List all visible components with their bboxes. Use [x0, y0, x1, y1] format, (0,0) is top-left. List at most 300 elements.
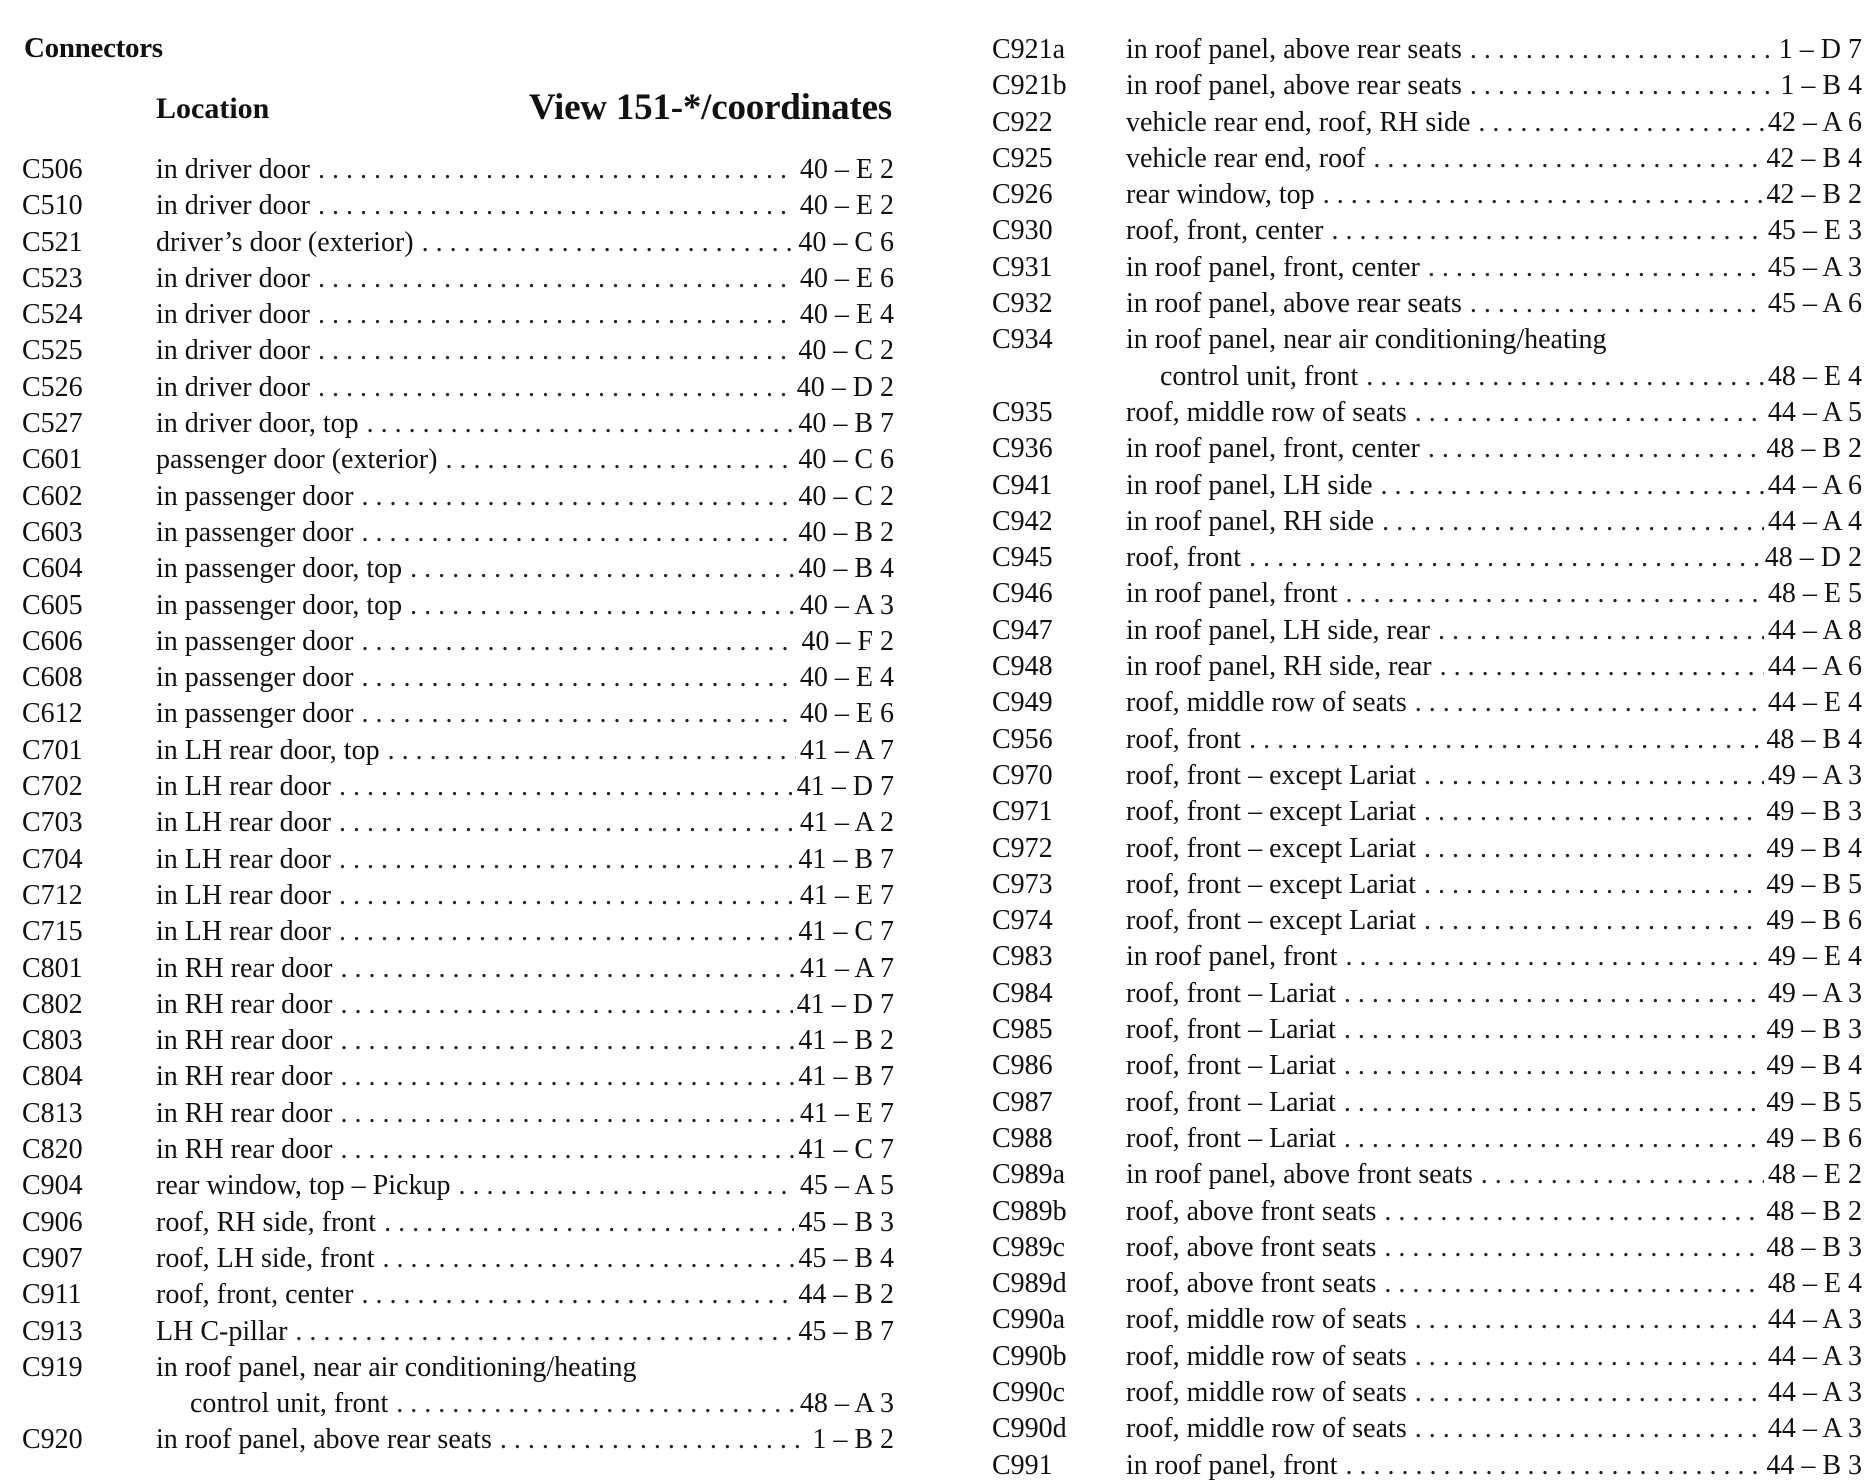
connector-coordinates: 40 – C 6	[798, 444, 894, 476]
connector-row	[22, 152, 894, 188]
connector-row	[22, 1314, 894, 1350]
connector-row	[992, 141, 1862, 177]
connector-row	[992, 1375, 1862, 1411]
connector-row	[992, 32, 1862, 68]
connector-code: C603	[22, 516, 83, 548]
connector-code: C936	[992, 433, 1053, 465]
connector-coordinates: 49 – B 5	[1766, 1086, 1862, 1118]
connector-coordinates: 49 – B 6	[1766, 1122, 1862, 1154]
connector-location: in RH rear door	[156, 1097, 333, 1129]
connector-code: C973	[992, 868, 1053, 900]
leader-dots	[1382, 504, 1764, 540]
connector-code: C926	[992, 179, 1053, 211]
connector-location: in driver door	[156, 262, 310, 294]
connector-location: roof, front – Lariat	[1126, 1050, 1336, 1082]
connector-row-line	[22, 1386, 894, 1422]
leader-dots	[1373, 141, 1762, 177]
connector-location: roof, middle row of seats	[1126, 1304, 1407, 1336]
connector-code: C930	[992, 215, 1053, 247]
connector-row-line	[992, 359, 1862, 395]
leader-dots	[318, 333, 794, 369]
connector-row	[992, 649, 1862, 685]
leader-dots	[1470, 32, 1775, 68]
leader-dots	[1344, 1012, 1762, 1048]
connector-code: C523	[22, 262, 83, 294]
connector-code: C945	[992, 542, 1053, 574]
connector-location: in roof panel, near air conditioning/heating	[1126, 324, 1607, 356]
connector-row	[22, 1168, 894, 1204]
connector-code: C605	[22, 589, 83, 621]
connector-location: in roof panel, front, center	[1126, 251, 1420, 283]
connector-code: C906	[22, 1206, 83, 1238]
connector-coordinates: 44 – A 3	[1767, 1376, 1862, 1408]
connector-row	[22, 696, 894, 732]
connector-code: C990c	[992, 1376, 1066, 1408]
connector-code: C947	[992, 614, 1053, 646]
connector-row	[992, 903, 1862, 939]
leader-dots	[295, 1314, 794, 1350]
connector-coordinates: 45 – B 3	[798, 1206, 894, 1238]
connector-coordinates: 41 – A 7	[799, 952, 894, 984]
connector-location: in RH rear door	[156, 952, 333, 984]
leader-dots	[1384, 1230, 1762, 1266]
connector-coordinates: 45 – B 7	[798, 1315, 894, 1347]
connector-location: roof, middle row of seats	[1126, 396, 1407, 428]
connector-location: in LH rear door	[156, 916, 331, 948]
connector-location: roof, front – Lariat	[1126, 1014, 1336, 1046]
connector-location: in driver door	[156, 335, 310, 367]
connector-row	[22, 261, 894, 297]
connector-location: in driver door, top	[156, 408, 359, 440]
connector-location: roof, middle row of seats	[1126, 1376, 1407, 1408]
leader-dots	[410, 551, 794, 587]
connector-coordinates: 40 – E 2	[799, 154, 894, 185]
connector-location: in RH rear door	[156, 1025, 333, 1057]
connector-row	[22, 442, 894, 478]
connector-code: C986	[992, 1050, 1053, 1082]
connector-code: C988	[992, 1122, 1053, 1154]
connector-coordinates: 40 – F 2	[801, 625, 894, 657]
leader-dots	[1470, 68, 1776, 104]
connector-coordinates: 41 – B 2	[798, 1025, 894, 1057]
leader-dots	[1384, 1194, 1762, 1230]
connector-code: C804	[22, 1061, 83, 1093]
connector-coordinates: 44 – A 6	[1767, 651, 1862, 683]
connector-row	[22, 370, 894, 406]
connector-row	[992, 613, 1862, 649]
connector-coordinates: 49 – B 4	[1766, 832, 1862, 864]
connector-row-line	[992, 322, 1862, 358]
connector-row	[992, 286, 1862, 322]
connector-location: in passenger door, top	[156, 553, 403, 585]
connector-row	[992, 177, 1862, 213]
connector-location: roof, front – except Lariat	[1126, 832, 1416, 864]
connector-row	[22, 842, 894, 878]
connector-row	[22, 1277, 894, 1313]
connector-coordinates: 49 – A 3	[1767, 977, 1862, 1009]
leader-dots	[341, 1059, 795, 1095]
leader-dots	[384, 1205, 794, 1241]
connector-location: in driver door	[156, 371, 310, 403]
connector-coordinates: 41 – C 7	[798, 916, 894, 948]
leader-dots	[1415, 1339, 1764, 1375]
connector-row	[992, 867, 1862, 903]
connector-coordinates: 44 – A 3	[1767, 1413, 1862, 1445]
connector-code: C983	[992, 941, 1053, 973]
connector-location: roof, RH side, front	[156, 1206, 377, 1238]
leader-dots	[1438, 613, 1764, 649]
connector-code: C704	[22, 843, 83, 875]
connector-row	[22, 914, 894, 950]
connector-coordinates: 44 – A 3	[1767, 1340, 1862, 1372]
section-title: Connectors	[24, 32, 163, 64]
connector-row	[992, 395, 1862, 431]
leader-dots	[362, 696, 796, 732]
connector-coordinates: 49 – B 5	[1766, 868, 1862, 900]
connector-coordinates: 48 – E 2	[1767, 1159, 1862, 1191]
leader-dots	[339, 805, 796, 841]
connector-coordinates: 48 – B 3	[1766, 1231, 1862, 1263]
connector-code: C922	[992, 106, 1053, 138]
connector-code: C919	[22, 1351, 83, 1383]
connector-row	[992, 576, 1862, 612]
connector-location: in roof panel, LH side, rear	[1126, 614, 1430, 646]
connector-location: in LH rear door	[156, 771, 331, 803]
connector-location: in driver door	[156, 154, 310, 185]
connector-code: C506	[22, 154, 83, 185]
connector-location: in roof panel, RH side, rear	[1126, 651, 1432, 683]
connector-coordinates: 49 – B 6	[1766, 905, 1862, 937]
leader-dots	[1384, 1266, 1764, 1302]
connector-code: C985	[992, 1014, 1053, 1046]
connector-row	[22, 1422, 894, 1458]
leader-dots	[318, 297, 796, 333]
connector-location: in roof panel, front	[1126, 941, 1338, 973]
connector-code: C971	[992, 796, 1053, 828]
connector-row	[992, 1121, 1862, 1157]
leader-dots	[318, 188, 796, 224]
connector-row	[992, 1157, 1862, 1193]
connector-row	[992, 1012, 1862, 1048]
connector-row	[992, 1302, 1862, 1338]
connector-coordinates: 40 – A 3	[799, 589, 894, 621]
connector-code: C935	[992, 396, 1053, 428]
connector-coordinates: 44 – A 3	[1767, 1304, 1862, 1336]
connector-location-continued: control unit, front	[190, 1388, 389, 1420]
connector-coordinates: 40 – B 7	[798, 408, 894, 440]
connector-row	[22, 551, 894, 587]
connector-coordinates: 45 – A 5	[799, 1170, 894, 1202]
connector-location: LH C-pillar	[156, 1315, 288, 1347]
connector-row	[992, 504, 1862, 540]
connector-row	[22, 951, 894, 987]
connector-row	[22, 660, 894, 696]
connector-coordinates: 41 – A 7	[799, 734, 894, 766]
leader-dots	[361, 1277, 794, 1313]
connector-row	[992, 939, 1862, 975]
connector-row	[992, 976, 1862, 1012]
connector-location: in roof panel, above rear seats	[1126, 288, 1462, 320]
leader-dots	[1344, 1085, 1762, 1121]
connector-location: in passenger door	[156, 625, 354, 657]
connector-location: in passenger door	[156, 662, 354, 694]
leader-dots	[1415, 1411, 1764, 1447]
leader-dots	[339, 878, 796, 914]
connector-code: C601	[22, 444, 83, 476]
connector-row	[992, 1194, 1862, 1230]
connector-location-continued: control unit, front	[1160, 360, 1359, 392]
connector-coordinates: 41 – C 7	[798, 1134, 894, 1166]
connector-row-line	[22, 1350, 894, 1386]
connector-row	[992, 1266, 1862, 1302]
connector-location: in roof panel, front, center	[1126, 433, 1420, 465]
leader-dots	[1424, 758, 1764, 794]
connector-row	[992, 1230, 1862, 1266]
connector-code: C921a	[992, 34, 1066, 65]
connector-location: in LH rear door	[156, 807, 331, 839]
connector-coordinates: 40 – C 2	[798, 335, 894, 367]
connector-coordinates: 42 – A 6	[1767, 106, 1862, 138]
connector-coordinates: 48 – E 4	[1767, 1268, 1862, 1300]
connector-row	[992, 794, 1862, 830]
connector-code: C715	[22, 916, 83, 948]
connector-coordinates: 1 – D 7	[1778, 34, 1862, 65]
connector-coordinates: 49 – A 3	[1767, 759, 1862, 791]
connector-coordinates: 44 – A 6	[1767, 469, 1862, 501]
connector-row	[992, 831, 1862, 867]
connector-coordinates: 48 – B 2	[1766, 433, 1862, 465]
connector-coordinates: 42 – B 4	[1766, 142, 1862, 174]
connector-row	[22, 1059, 894, 1095]
leader-dots	[318, 152, 796, 188]
connector-code: C948	[992, 651, 1053, 683]
connector-location: roof, front – except Lariat	[1126, 868, 1416, 900]
leader-dots	[341, 951, 796, 987]
connector-code: C524	[22, 299, 83, 331]
connector-row	[992, 431, 1862, 467]
connector-row	[992, 1339, 1862, 1375]
connector-code: C956	[992, 723, 1053, 755]
connector-code: C712	[22, 879, 83, 911]
connector-coordinates: 40 – E 4	[799, 662, 894, 694]
connector-code: C987	[992, 1086, 1053, 1118]
connector-location: roof, front – Lariat	[1126, 1122, 1336, 1154]
connector-location: roof, front – except Lariat	[1126, 759, 1416, 791]
connector-row	[22, 805, 894, 841]
connector-coordinates: 44 – A 5	[1767, 396, 1862, 428]
connector-row	[22, 1023, 894, 1059]
connector-location: roof, LH side, front	[156, 1242, 375, 1274]
connector-location: passenger door (exterior)	[156, 444, 438, 476]
connector-code: C813	[22, 1097, 83, 1129]
connector-row	[22, 515, 894, 551]
leader-dots	[388, 733, 796, 769]
connector-code: C970	[992, 759, 1053, 791]
connector-location: in RH rear door	[156, 988, 333, 1020]
connector-coordinates: 44 – A 4	[1767, 505, 1862, 537]
connector-coordinates: 40 – E 2	[799, 190, 894, 222]
connector-coordinates: 45 – A 3	[1767, 251, 1862, 283]
connector-location: driver’s door (exterior)	[156, 226, 414, 258]
connector-row	[22, 733, 894, 769]
connector-coordinates: 49 – B 3	[1766, 796, 1862, 828]
connector-coordinates: 49 – E 4	[1767, 941, 1862, 973]
connector-row	[22, 1350, 894, 1423]
connector-location: in roof panel, above rear seats	[1126, 70, 1462, 102]
right-connector-list	[992, 32, 1862, 1484]
connector-coordinates: 40 – C 6	[798, 226, 894, 258]
leader-dots	[318, 261, 796, 297]
connector-location: in RH rear door	[156, 1061, 333, 1093]
connector-coordinates: 41 – B 7	[798, 843, 894, 875]
leader-dots	[422, 225, 795, 261]
connector-code: C921b	[992, 70, 1067, 102]
connector-location: in RH rear door	[156, 1134, 333, 1166]
location-column-header: Location	[156, 92, 270, 125]
connector-coordinates: 48 – B 2	[1766, 1195, 1862, 1227]
left-connector-list	[22, 152, 894, 1459]
leader-dots	[1366, 359, 1764, 395]
connector-location: in roof panel, front	[1126, 1449, 1338, 1481]
leader-dots	[458, 1168, 795, 1204]
leader-dots	[1381, 468, 1764, 504]
leader-dots	[1346, 1448, 1763, 1484]
leader-dots	[1481, 1157, 1764, 1193]
leader-dots	[362, 515, 795, 551]
connector-code: C913	[22, 1315, 83, 1347]
connector-code: C604	[22, 553, 83, 585]
connector-code: C990a	[992, 1304, 1066, 1336]
leader-dots	[318, 370, 793, 406]
connector-code: C527	[22, 408, 83, 440]
connector-row	[992, 1411, 1862, 1447]
connector-location: roof, front – Lariat	[1126, 1086, 1336, 1118]
connector-code: C941	[992, 469, 1053, 501]
leader-dots	[383, 1241, 795, 1277]
connector-coordinates: 48 – D 2	[1764, 542, 1862, 574]
connector-coordinates: 40 – B 2	[798, 516, 894, 548]
leader-dots	[362, 660, 796, 696]
connector-coordinates: 40 – E 6	[799, 698, 894, 730]
leader-dots	[1346, 939, 1764, 975]
connector-row	[992, 1048, 1862, 1084]
connector-row	[22, 769, 894, 805]
connector-code: C907	[22, 1242, 83, 1274]
connector-code: C911	[22, 1279, 82, 1311]
connector-coordinates: 41 – D 7	[796, 988, 894, 1020]
leader-dots	[1346, 576, 1764, 612]
connector-row	[992, 722, 1862, 758]
leader-dots	[1424, 867, 1762, 903]
leader-dots	[362, 479, 795, 515]
connector-location: roof, above front seats	[1126, 1195, 1377, 1227]
connector-location: rear window, top	[1126, 179, 1315, 211]
connector-coordinates: 45 – E 3	[1767, 215, 1862, 247]
leader-dots	[1415, 1375, 1764, 1411]
connector-location: in passenger door	[156, 480, 354, 512]
leader-dots	[341, 1132, 795, 1168]
connector-row	[22, 479, 894, 515]
connector-coordinates: 48 – E 5	[1767, 578, 1862, 610]
connector-code: C990b	[992, 1340, 1067, 1372]
connector-location: roof, front, center	[1126, 215, 1324, 247]
connector-code: C526	[22, 371, 83, 403]
connector-code: C510	[22, 190, 83, 222]
connector-coordinates: 48 – E 4	[1767, 360, 1862, 392]
leader-dots	[1424, 903, 1762, 939]
connector-coordinates: 48 – B 4	[1766, 723, 1862, 755]
leader-dots	[1344, 1121, 1762, 1157]
connector-location: in driver door	[156, 190, 310, 222]
connector-row	[22, 588, 894, 624]
connector-code: C931	[992, 251, 1053, 283]
connector-code: C525	[22, 335, 83, 367]
connector-code: C989b	[992, 1195, 1067, 1227]
connector-code: C608	[22, 662, 83, 694]
connector-coordinates: 44 – B 3	[1766, 1449, 1862, 1481]
connector-row	[992, 685, 1862, 721]
connector-code: C803	[22, 1025, 83, 1057]
connector-coordinates: 41 – A 2	[799, 807, 894, 839]
connector-coordinates: 44 – B 2	[798, 1279, 894, 1311]
connector-coordinates: 41 – E 7	[799, 1097, 894, 1129]
connector-location: roof, above front seats	[1126, 1268, 1377, 1300]
leader-dots	[1440, 649, 1764, 685]
connector-location: in roof panel, front	[1126, 578, 1338, 610]
connector-code: C801	[22, 952, 83, 984]
leader-dots	[410, 588, 796, 624]
connector-row	[22, 878, 894, 914]
connector-code: C942	[992, 505, 1053, 537]
connector-location: roof, front	[1126, 542, 1242, 574]
leader-dots	[1478, 105, 1763, 141]
connector-location: roof, middle row of seats	[1126, 1340, 1407, 1372]
connector-row	[22, 297, 894, 333]
leader-dots	[1424, 831, 1762, 867]
connector-row	[992, 540, 1862, 576]
connector-location: in roof panel, RH side	[1126, 505, 1375, 537]
connector-location: roof, front – except Lariat	[1126, 796, 1416, 828]
connector-row	[992, 322, 1862, 395]
leader-dots	[1470, 286, 1764, 322]
leader-dots	[396, 1386, 796, 1422]
connector-coordinates: 40 – E 4	[799, 299, 894, 331]
connector-row	[992, 68, 1862, 104]
connector-code: C820	[22, 1134, 83, 1166]
leader-dots	[1415, 395, 1764, 431]
connector-location: roof, front, center	[156, 1279, 354, 1311]
connector-location: rear window, top – Pickup	[156, 1170, 451, 1202]
view-coordinates-column-header: View 151-*/coordinates	[528, 87, 892, 128]
connector-code: C989a	[992, 1159, 1066, 1191]
connector-coordinates: 45 – A 6	[1767, 288, 1862, 320]
connector-location: roof, middle row of seats	[1126, 1413, 1407, 1445]
connector-code: C606	[22, 625, 83, 657]
connector-code: C602	[22, 480, 83, 512]
connector-row	[992, 250, 1862, 286]
connector-code: C521	[22, 226, 83, 258]
leader-dots	[1424, 794, 1762, 830]
leader-dots	[1344, 976, 1764, 1012]
connector-code: C702	[22, 771, 83, 803]
connector-row	[22, 1096, 894, 1132]
leader-dots	[339, 914, 794, 950]
leader-dots	[341, 987, 793, 1023]
leader-dots	[445, 442, 794, 478]
connector-row	[22, 333, 894, 369]
connector-location: in LH rear door	[156, 879, 331, 911]
connector-location: in roof panel, above rear seats	[156, 1424, 492, 1456]
